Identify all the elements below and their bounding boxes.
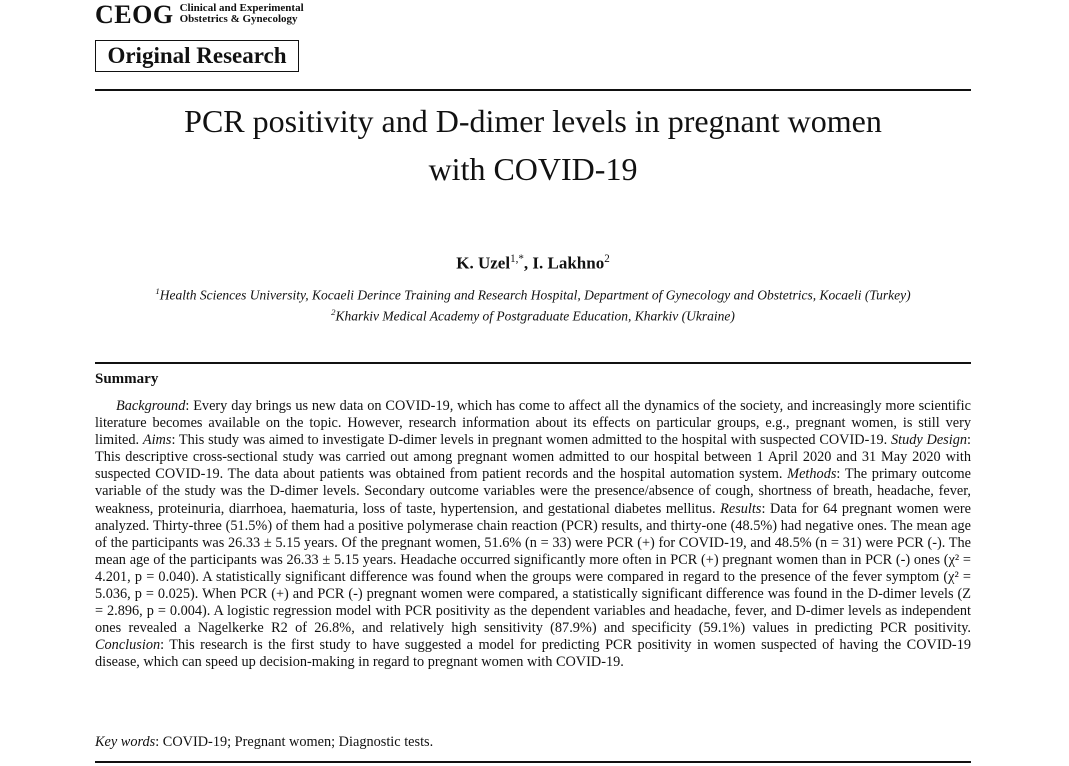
results-label: Results <box>720 500 762 517</box>
background-label: Background <box>116 398 186 414</box>
author-list: K. Uzel$^{1,*}$, I. Lakhno$^2$ <box>456 253 610 273</box>
background-text: : Every day brings us new data on COVID-19, which has come to affect all the dynamics of the society, and increasingly more scientific literature becomes available on the topic. However, research information about its effects on particular groups, e.g., pregnant women, is still very limited. <box>95 398 971 449</box>
article-title <box>95 97 971 193</box>
keywords <box>95 734 433 751</box>
author-affiliation-mark: 2 <box>604 253 610 265</box>
conclusion-label: Conclusion <box>95 637 161 654</box>
keywords-label: Key words <box>95 734 156 750</box>
journal-logo: CEOG <box>95 0 174 29</box>
summary-heading: Summary <box>95 371 159 387</box>
author-affiliation-mark: 1,* <box>510 253 524 265</box>
aims-text: : This study was aimed to investigate D-dimer levels in pregnant women admitted to the hospital with suspected COVID-19. <box>171 432 891 449</box>
section-label: Original Research <box>95 40 299 72</box>
journal-name-line-1: Clinical and Experimental <box>179 2 304 14</box>
keywords-text: : COVID-19; Pregnant women; Diagnostic tests. <box>155 734 434 750</box>
title-line-2: with COVID-19 <box>428 151 638 187</box>
author-name: I. Lakhno <box>532 253 605 273</box>
study-design-label: Study Design <box>890 432 968 449</box>
methods-text: : The primary outcome variable of the study was the D-dimer levels. Secondary outcome variables were the presence/absence of cough, shortness of breath, headache, fever, weakness, proteinuria, diarrhoea, haematuria, loss of taste, hypertension, and gestational diabetes mellitus. <box>95 466 971 517</box>
affiliation-text: Health Sciences University, Kocaeli Derince Training and Research Hospital, Department of Gynecology and Obstetrics, Kocaeli (Turkey) <box>159 287 911 303</box>
conclusion-text: : This research is the first study to have suggested a model for predicting PCR positivity in women suspected of having the COVID-19 disease, which can speed up decision-making in regard to pregnant women with COVID-19. <box>95 637 971 671</box>
footer-rule <box>95 761 971 763</box>
results-text: : Data for 64 pregnant women were analyzed. Thirty-three (51.5%) of them had a positive polymerase chain reaction (PCR) results, and thirty-one (48.5%) had negative ones. The mean age of the participants was 26.33 ± 5.15 years. Of the pregnant women, 51.6% (n = 33) were PCR (+) for COVID-19, and 48.5% (n = 31) were PCR (-). The mean age of the participants was 26.33 ± 5.15 years. Headache occurred significantly more often in PCR (+) pregnant women than in PCR (-) ones (χ² = 4.201, p = 0.040). A statistically significant difference was found when the groups were compared in regard to the presence of the fever symptom (χ² = 5.036, p = 0.025). When PCR (+) and PCR (-) pregnant women were compared, a statistically significant difference was found in the D-dimer levels (Z = 2.896, p = 0.004). A logistic regression model with PCR positivity as the dependent variables and headache, fever, and D-dimer levels as independent ones revealed a Nagelkerke R2 of 26.8%, and relatively high sensitivity (87.9%) and specificity (59.1%) values in predicting PCR positivity. <box>95 500 971 637</box>
study-design-text: : This descriptive cross-sectional study was carried out among pregnant women admitted to our hospital between 1 April 2020 and 31 May 2020 with suspected COVID-19. The data about patients was obtained from patient records and the hospital automation system. <box>95 432 971 483</box>
affiliation <box>95 307 971 325</box>
title-line-1: PCR positivity and D-dimer levels in pregnant women <box>184 103 882 139</box>
journal-masthead <box>95 2 304 28</box>
journal-name <box>180 3 304 25</box>
affiliation-mark: 1 <box>155 286 160 296</box>
affiliation <box>95 286 971 304</box>
summary-top-rule <box>95 362 971 364</box>
aims-label: Aims <box>142 432 172 449</box>
summary-paragraph <box>95 398 971 672</box>
methods-label: Methods <box>787 466 837 483</box>
header-rule <box>95 89 971 91</box>
affiliation-text: Kharkiv Medical Academy of Postgraduate Education, Kharkiv (Ukraine) <box>335 308 735 324</box>
author-name: K. Uzel <box>456 253 511 273</box>
affiliation-mark: 2 <box>331 307 336 317</box>
journal-name-line-2: Obstetrics & Gynecology <box>179 13 298 25</box>
